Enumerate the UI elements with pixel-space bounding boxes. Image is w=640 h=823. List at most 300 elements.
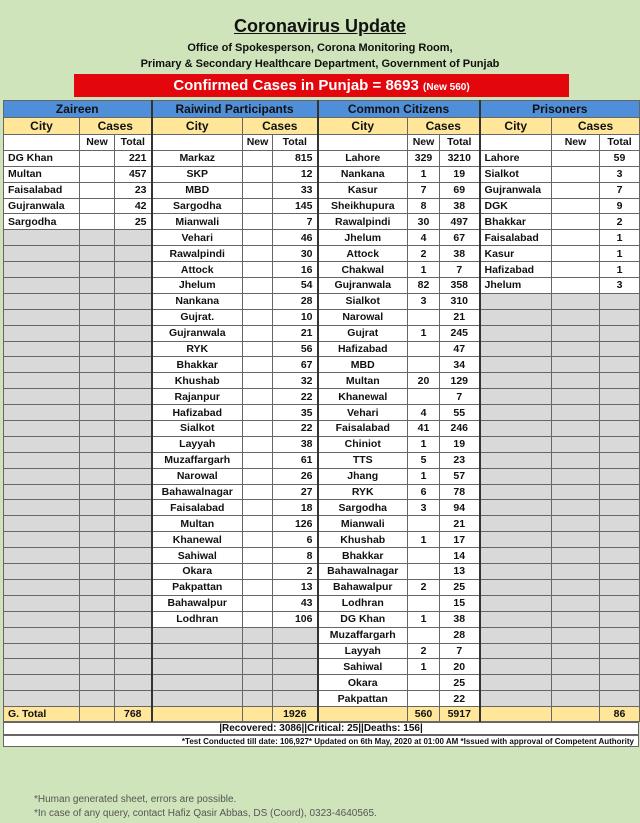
raiwind-new (243, 595, 273, 611)
blank-cell (480, 452, 552, 468)
blank-cell (4, 341, 80, 357)
blank-cell (80, 293, 115, 309)
blank-cell (480, 500, 552, 516)
common-new (408, 516, 440, 532)
blank-cell (600, 627, 640, 643)
raiwind-total: 61 (273, 452, 318, 468)
raiwind-total: 16 (273, 262, 318, 278)
blank-cell (4, 564, 80, 580)
prisoners-total: 3 (600, 166, 640, 182)
blank-cell (115, 595, 152, 611)
common-city: TTS (318, 452, 408, 468)
raiwind-city: Gujranwala (152, 325, 243, 341)
prisoners-new (552, 182, 600, 198)
confirmed-cases-banner (74, 74, 569, 97)
common-new: 4 (408, 405, 440, 421)
common-new: 1 (408, 611, 440, 627)
common-new (408, 357, 440, 373)
common-city: Kasur (318, 182, 408, 198)
raiwind-total: 22 (273, 421, 318, 437)
grand-total-label: G. Total (4, 707, 80, 722)
blank-cell (600, 293, 640, 309)
table-row (4, 500, 640, 516)
table-row (4, 214, 640, 230)
common-city: Attock (318, 246, 408, 262)
common-total: 38 (440, 198, 480, 214)
common-total: 21 (440, 309, 480, 325)
common-total: 47 (440, 341, 480, 357)
raiwind-city: Khushab (152, 373, 243, 389)
blank-cell (480, 135, 552, 151)
group-raiwind: Raiwind Participants (152, 101, 318, 118)
blank-cell (80, 405, 115, 421)
common-city: Hafizabad (318, 341, 408, 357)
common-total: 20 (440, 659, 480, 675)
col-city: City (4, 118, 80, 135)
common-total: 28 (440, 627, 480, 643)
blank-cell (115, 246, 152, 262)
col-cases: Cases (552, 118, 640, 135)
raiwind-city: Vehari (152, 230, 243, 246)
table-row (4, 230, 640, 246)
zaireen-total: 768 (115, 707, 152, 722)
common-city: Nankana (318, 166, 408, 182)
blank-cell (480, 373, 552, 389)
blank-cell (4, 579, 80, 595)
blank-cell (115, 452, 152, 468)
raiwind-new (243, 389, 273, 405)
common-new-total: 560 (408, 707, 440, 722)
blank-cell (4, 516, 80, 532)
blank-cell (600, 659, 640, 675)
blank-cell (80, 452, 115, 468)
blank-cell (115, 643, 152, 659)
common-total: 34 (440, 357, 480, 373)
raiwind-total: 43 (273, 595, 318, 611)
common-total: 7 (440, 643, 480, 659)
blank-cell (552, 707, 600, 722)
common-total: 358 (440, 278, 480, 294)
blank-cell (480, 389, 552, 405)
blank-cell (480, 659, 552, 675)
common-total: 7 (440, 262, 480, 278)
raiwind-new (243, 325, 273, 341)
zaireen-new (80, 166, 115, 182)
common-new: 1 (408, 468, 440, 484)
blank-cell (80, 421, 115, 437)
blank-cell (115, 341, 152, 357)
summary-line: |Recovered: 3086||Critical: 25||Deaths: 156| (3, 722, 639, 735)
footnote-line: *Test Conducted till date: 106,927* Updated on 6th May, 2020 at 01:00 AM *Issued with approval of Competent Authority (3, 735, 639, 747)
blank-cell (552, 325, 600, 341)
raiwind-new (243, 468, 273, 484)
common-city: Lodhran (318, 595, 408, 611)
blank-cell (552, 341, 600, 357)
blank-cell (600, 389, 640, 405)
common-new (408, 675, 440, 691)
blank-cell (4, 405, 80, 421)
col-total: Total (115, 135, 152, 151)
blank-cell (80, 309, 115, 325)
raiwind-total: 33 (273, 182, 318, 198)
prisoners-new (552, 166, 600, 182)
raiwind-city: MBD (152, 182, 243, 198)
cases-table-container (3, 100, 639, 722)
common-city: Vehari (318, 405, 408, 421)
common-city: Sheikhupura (318, 198, 408, 214)
blank-cell (318, 135, 408, 151)
raiwind-city: Okara (152, 564, 243, 580)
common-total: 245 (440, 325, 480, 341)
blank-cell (4, 325, 80, 341)
common-new (408, 389, 440, 405)
raiwind-new (243, 166, 273, 182)
raiwind-city: SKP (152, 166, 243, 182)
raiwind-city: Muzaffargarh (152, 452, 243, 468)
blank-cell (152, 691, 243, 707)
table-row (4, 468, 640, 484)
common-new: 5 (408, 452, 440, 468)
raiwind-new (243, 516, 273, 532)
table-row (4, 516, 640, 532)
zaireen-total: 25 (115, 214, 152, 230)
blank-cell (552, 643, 600, 659)
table-row (4, 278, 640, 294)
common-total: 25 (440, 579, 480, 595)
blank-cell (115, 468, 152, 484)
table-row (4, 691, 640, 707)
blank-cell (4, 246, 80, 262)
common-new: 2 (408, 579, 440, 595)
page-title: Coronavirus Update (233, 16, 407, 36)
blank-cell (552, 564, 600, 580)
blank-cell (243, 627, 273, 643)
blank-cell (80, 643, 115, 659)
raiwind-total: 21 (273, 325, 318, 341)
raiwind-new (243, 436, 273, 452)
prisoners-new (552, 150, 600, 166)
blank-cell (115, 675, 152, 691)
table-row (4, 611, 640, 627)
blank-cell (4, 278, 80, 294)
blank-cell (480, 564, 552, 580)
raiwind-city: Nankana (152, 293, 243, 309)
blank-cell (80, 373, 115, 389)
blank-cell (552, 373, 600, 389)
blank-cell (552, 675, 600, 691)
common-new: 329 (408, 150, 440, 166)
blank-cell (115, 627, 152, 643)
prisoners-city: Faisalabad (480, 230, 552, 246)
zaireen-new (80, 150, 115, 166)
raiwind-new (243, 452, 273, 468)
prisoners-new (552, 214, 600, 230)
blank-cell (600, 405, 640, 421)
blank-cell (115, 389, 152, 405)
blank-cell (600, 579, 640, 595)
blank-cell (480, 548, 552, 564)
common-total: 78 (440, 484, 480, 500)
common-total: 69 (440, 182, 480, 198)
blank-cell (243, 707, 273, 722)
prisoners-city: Bhakkar (480, 214, 552, 230)
common-total: 14 (440, 548, 480, 564)
common-city: Khushab (318, 532, 408, 548)
blank-cell (80, 611, 115, 627)
blank-cell (600, 595, 640, 611)
prisoners-total: 1 (600, 230, 640, 246)
common-new (408, 564, 440, 580)
common-new: 8 (408, 198, 440, 214)
col-city: City (480, 118, 552, 135)
grand-total-row (4, 707, 640, 722)
raiwind-city: Sialkot (152, 421, 243, 437)
blank-cell (552, 309, 600, 325)
blank-cell (4, 262, 80, 278)
common-city: Sargodha (318, 500, 408, 516)
blank-cell (115, 564, 152, 580)
blank-cell (80, 532, 115, 548)
blank-cell (4, 548, 80, 564)
raiwind-new (243, 405, 273, 421)
common-new: 4 (408, 230, 440, 246)
blank-cell (80, 691, 115, 707)
blank-cell (115, 532, 152, 548)
blank-cell (80, 341, 115, 357)
common-city: Khanewal (318, 389, 408, 405)
blank-cell (480, 468, 552, 484)
blank-cell (4, 691, 80, 707)
common-new: 1 (408, 166, 440, 182)
blank-cell (80, 389, 115, 405)
blank-cell (80, 484, 115, 500)
table-row (4, 579, 640, 595)
raiwind-city: Multan (152, 516, 243, 532)
blank-cell (115, 691, 152, 707)
prisoners-city: Sialkot (480, 166, 552, 182)
prisoners-city: Kasur (480, 246, 552, 262)
blank-cell (552, 579, 600, 595)
blank-cell (273, 675, 318, 691)
common-total: 3210 (440, 150, 480, 166)
prisoners-city: Lahore (480, 150, 552, 166)
raiwind-total: 145 (273, 198, 318, 214)
raiwind-new (243, 500, 273, 516)
raiwind-new (243, 262, 273, 278)
zaireen-total: 42 (115, 198, 152, 214)
blank-cell (273, 643, 318, 659)
table-row (4, 564, 640, 580)
table-row (4, 452, 640, 468)
common-city: Jhelum (318, 230, 408, 246)
blank-cell (4, 484, 80, 500)
blank-cell (115, 659, 152, 675)
blank-cell (600, 309, 640, 325)
raiwind-total: 38 (273, 436, 318, 452)
blank-cell (152, 707, 243, 722)
blank-cell (480, 405, 552, 421)
raiwind-new (243, 230, 273, 246)
common-city: Faisalabad (318, 421, 408, 437)
blank-cell (600, 373, 640, 389)
common-new: 1 (408, 436, 440, 452)
col-new: New (243, 135, 273, 151)
raiwind-new (243, 421, 273, 437)
blank-cell (480, 691, 552, 707)
common-new (408, 691, 440, 707)
blank-cell (115, 436, 152, 452)
col-total: Total (600, 135, 640, 151)
common-total: 22 (440, 691, 480, 707)
blank-cell (80, 595, 115, 611)
common-new: 41 (408, 421, 440, 437)
blank-cell (80, 436, 115, 452)
common-total: 15 (440, 595, 480, 611)
raiwind-total: 26 (273, 468, 318, 484)
common-new: 6 (408, 484, 440, 500)
blank-cell (115, 516, 152, 532)
blank-cell (4, 468, 80, 484)
blank-cell (552, 691, 600, 707)
cases-table (3, 100, 640, 722)
blank-cell (115, 293, 152, 309)
common-total: 5917 (440, 707, 480, 722)
prisoners-total: 86 (600, 707, 640, 722)
table-row (4, 436, 640, 452)
table-row (4, 595, 640, 611)
raiwind-new (243, 548, 273, 564)
blank-cell (80, 230, 115, 246)
blank-cell (80, 357, 115, 373)
blank-cell (115, 373, 152, 389)
blank-cell (318, 707, 408, 722)
prisoners-new (552, 246, 600, 262)
raiwind-total: 18 (273, 500, 318, 516)
raiwind-new (243, 341, 273, 357)
table-row (4, 659, 640, 675)
raiwind-total: 56 (273, 341, 318, 357)
blank-cell (115, 230, 152, 246)
blank-cell (152, 135, 243, 151)
table-row (4, 675, 640, 691)
raiwind-city: Bahawalpur (152, 595, 243, 611)
zaireen-total: 457 (115, 166, 152, 182)
blank-cell (552, 611, 600, 627)
raiwind-city: Faisalabad (152, 500, 243, 516)
prisoners-total: 3 (600, 278, 640, 294)
common-city: Narowal (318, 309, 408, 325)
raiwind-city: Sahiwal (152, 548, 243, 564)
blank-cell (600, 611, 640, 627)
blank-cell (80, 262, 115, 278)
group-header-row (4, 101, 640, 118)
raiwind-city: Layyah (152, 436, 243, 452)
blank-cell (80, 707, 115, 722)
table-row (4, 166, 640, 182)
blank-cell (152, 643, 243, 659)
common-new: 7 (408, 182, 440, 198)
raiwind-total: 8 (273, 548, 318, 564)
raiwind-new (243, 293, 273, 309)
raiwind-city: Gujrat. (152, 309, 243, 325)
blank-cell (152, 659, 243, 675)
common-city: Chiniot (318, 436, 408, 452)
blank-cell (152, 627, 243, 643)
table-row (4, 627, 640, 643)
raiwind-city: Narowal (152, 468, 243, 484)
col-new: New (552, 135, 600, 151)
raiwind-new (243, 357, 273, 373)
raiwind-city: Khanewal (152, 532, 243, 548)
blank-cell (480, 611, 552, 627)
blank-cell (552, 627, 600, 643)
raiwind-new (243, 214, 273, 230)
blank-cell (600, 643, 640, 659)
table-row (4, 341, 640, 357)
zaireen-city: Multan (4, 166, 80, 182)
common-new: 3 (408, 293, 440, 309)
table-row (4, 182, 640, 198)
blank-cell (4, 595, 80, 611)
raiwind-city: Lodhran (152, 611, 243, 627)
subheader-row (4, 135, 640, 151)
table-row (4, 484, 640, 500)
blank-cell (115, 579, 152, 595)
blank-cell (552, 532, 600, 548)
zaireen-city: Faisalabad (4, 182, 80, 198)
common-total: 13 (440, 564, 480, 580)
raiwind-city: RYK (152, 341, 243, 357)
raiwind-new (243, 564, 273, 580)
common-new: 1 (408, 262, 440, 278)
blank-cell (552, 357, 600, 373)
blank-cell (80, 564, 115, 580)
blank-cell (600, 436, 640, 452)
raiwind-city: Bhakkar (152, 357, 243, 373)
raiwind-total: 13 (273, 579, 318, 595)
common-total: 7 (440, 389, 480, 405)
common-new: 1 (408, 325, 440, 341)
raiwind-total: 10 (273, 309, 318, 325)
common-city: Gujranwala (318, 278, 408, 294)
raiwind-city: Mianwali (152, 214, 243, 230)
blank-cell (4, 135, 80, 151)
raiwind-city: Rajanpur (152, 389, 243, 405)
blank-cell (243, 691, 273, 707)
common-city: Lahore (318, 150, 408, 166)
col-total: Total (273, 135, 318, 151)
common-total: 23 (440, 452, 480, 468)
blank-cell (600, 548, 640, 564)
col-cases: Cases (243, 118, 318, 135)
prisoners-city: Jhelum (480, 278, 552, 294)
raiwind-city: Markaz (152, 150, 243, 166)
blank-cell (600, 357, 640, 373)
blank-cell (600, 532, 640, 548)
raiwind-total: 54 (273, 278, 318, 294)
blank-cell (115, 309, 152, 325)
common-new (408, 309, 440, 325)
table-row (4, 421, 640, 437)
table-row (4, 198, 640, 214)
prisoners-total: 9 (600, 198, 640, 214)
common-city: DG Khan (318, 611, 408, 627)
raiwind-total: 2 (273, 564, 318, 580)
table-row (4, 293, 640, 309)
blank-cell (480, 309, 552, 325)
col-new: New (408, 135, 440, 151)
common-new (408, 595, 440, 611)
